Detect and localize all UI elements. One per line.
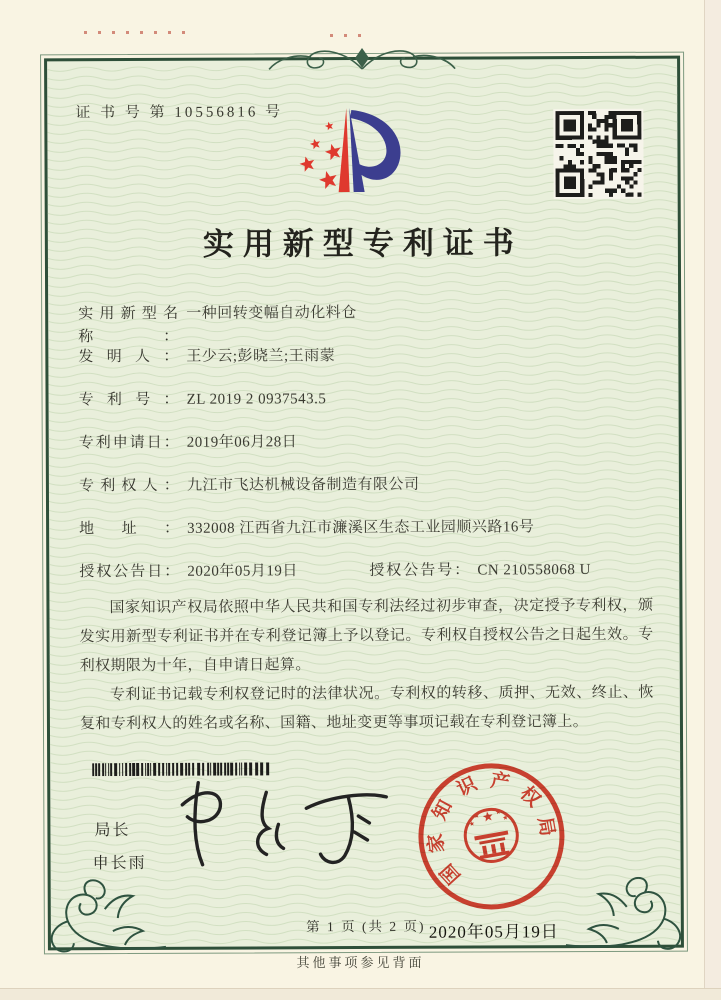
seal-character: 国 (436, 859, 465, 888)
field-value: 九江市飞达机械设备制造有限公司 (186, 476, 420, 494)
field-row-filing-date (79, 430, 654, 476)
field-value: 2020年05月19日 (187, 563, 298, 580)
field-value: 2019年06月28日 (186, 434, 298, 451)
field-row-patent-number (79, 387, 654, 433)
seal-character: 局 (533, 815, 558, 838)
field-row-patentee (79, 473, 654, 519)
scan-artifact (330, 34, 370, 37)
certificate-title: 实用新型专利证书 (202, 225, 523, 262)
seal-character: 知 (429, 796, 457, 824)
field-row-inventors (78, 344, 653, 390)
field-value: 一种回转变幅自动化料仓 (186, 305, 357, 322)
certificate-number: 证 书 号 第 10556816 号 (75, 104, 284, 122)
field-label: 发明人： (78, 348, 179, 366)
field-label: 专利申请日： (78, 434, 179, 452)
certificate-body (79, 592, 654, 740)
seal-character: 产 (489, 770, 512, 795)
field-row-utility-model-name (78, 301, 653, 347)
field-value: ZL 2019 2 0937543.5 (186, 391, 327, 408)
field-value: 332008 江西省九江市濂溪区生态工业园顺兴路16号 (187, 519, 535, 537)
body-paragraph: 专利证书记载专利权登记时的法律状况。专利权的转移、质押、无效、终止、恢复和专利权人的姓名或名称、国籍、地址变更等事项记载在专利登记簿上。 (79, 684, 654, 733)
seal-character: 识 (453, 773, 481, 801)
certificate-frame (44, 56, 684, 951)
paper-edge-right (704, 0, 721, 1000)
back-note: 其他事项参见背面 (296, 955, 425, 970)
cnipa-patent-logo-icon (272, 100, 427, 203)
field-value: 王少云;彭晓兰;王雨蒙 (186, 348, 336, 365)
national-emblem-icon (456, 800, 526, 870)
field-list (78, 301, 654, 605)
signer-title: 局长 (94, 822, 131, 840)
official-seal (404, 749, 578, 923)
field-label: 地址： (79, 520, 180, 538)
seal-issue-date: 2020年05月19日 (428, 922, 559, 942)
body-paragraph: 国家知识产权局依照中华人民共和国专利法经过初步审查，决定授予专利权，颁发实用新型专利证书并在专利登记簿上予以登记。专利权自授权公告之日起生效。专利权期限为十年，自申请日起算。 (79, 597, 654, 675)
seal-character: 家 (425, 832, 449, 854)
page-indicator: 第 1 页 (共 2 页) (306, 918, 426, 935)
qr-code (553, 109, 643, 199)
field-value: CN 210558068 U (477, 562, 592, 579)
director-signature (168, 760, 403, 876)
field-label: 专利权人： (78, 477, 179, 495)
field-label: 授权公告号： (369, 562, 470, 579)
field-row-address (79, 516, 654, 562)
field-label: 实用新型名称： (78, 305, 179, 346)
field-label: 授权公告日： (79, 563, 180, 581)
signer-name: 申长雨 (92, 854, 147, 873)
seal-character: 权 (515, 783, 545, 812)
field-label: 专利号： (78, 391, 179, 409)
paper-edge-bottom (0, 988, 721, 1000)
scan-artifact (84, 31, 194, 34)
